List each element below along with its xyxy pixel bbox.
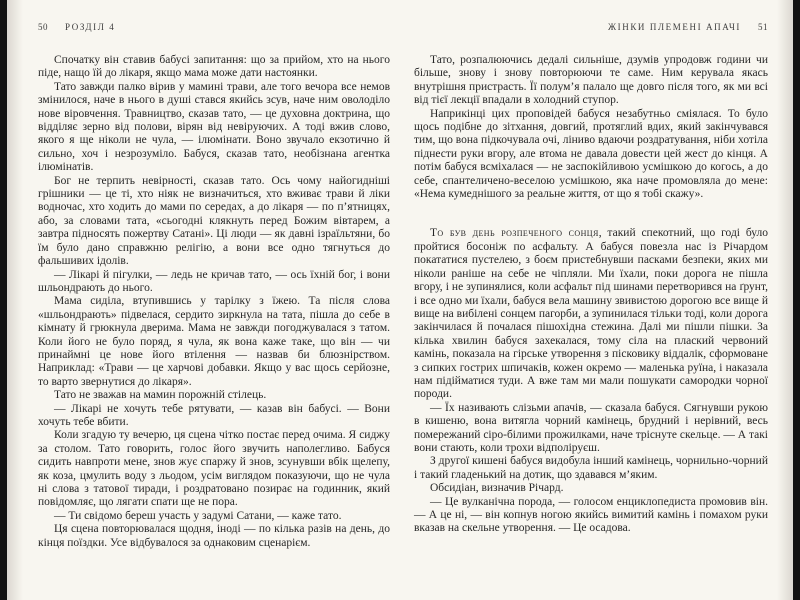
paragraph: — Це вулканічна порода, — голосом енциклопедиста промовив він. — А це ні, — він копнув ногою якийсь вимитий камінь і помахом руки вказав на скельне утворення. — Це осадова. (414, 495, 768, 535)
page-number-left: 50 (38, 22, 48, 32)
paragraph: Тато завжди палко вірив у мамині трави, але того вечора все немов змінилося, наче в нього в душі стався якийсь зсув, наче ним оволоділо нове віровчення. Травництво, сказав тато, — це духовна доктрина, що відділяє зерно від полови, вірян від невіруючих. А тоді вжив слово, якого я ще ніколи не чула, — ілюмінати. Воно звучало екзотично й сильно, хоч і незрозуміло. Бабуся, сказав тато, необізнана агентка ілюмінатів. (38, 80, 390, 174)
page-body-right (414, 54, 768, 536)
paragraph: Тато не зважав на мамин порожній стілець. (54, 389, 267, 402)
paragraph-section-opener (414, 227, 768, 401)
section-opener-rest: , такий спекотний, що годі було пройтися босоніж по асфальту. А бабуся повезла нас із Річардом покататися пустелею, з боєм пристебнувши пасками безпеки, яких ми ніколи раніше на себе не чіпляли. Ми їхали, поки дорога не пішла вгору, і не зупинялися, коли асфальт під шинами перетворився на ґрунт, і все одно ми їхали, бабуся вела машину звивистою дорогою все вище й вище на вибілені сонцем пагорби, а зупинилася тільки тоді, коли дорога закінчилася й почалася пішохідна стежина. Далі ми пішли пішки. За кілька хвилин бабуся захекалася, тому сіла на плаский червоний камінь, показала на гірське утворення з пісковику віддалік, сформоване з сипких гострих шпичаків, кожен окремо — маленька руїна, і наказала нам підійматися туди. А вже там ми мали пошукати самородки чорної породи. (414, 227, 768, 401)
paragraph: Спочатку він ставив бабусі запитання: що за прийом, хто на нього піде, нащо їй до лікаря, якщо мама може дати настоянки. (38, 54, 390, 80)
page-number-right: 51 (758, 22, 768, 32)
paragraph: — Ти свідомо береш участь у задумі Сатани, — каже тато. (54, 509, 342, 522)
page-right (414, 22, 768, 536)
page-curve-shadow-left (7, 0, 23, 600)
running-head-left (38, 22, 390, 34)
page-curve-shadow-right (777, 0, 793, 600)
paragraph: Ця сцена повторювалася щодня, іноді — по кілька разів на день, до кінця поїздки. Усе відбувалося за однаковим сценарієм. (38, 523, 390, 549)
chapter-title: РОЗДІЛ 4 (65, 22, 116, 32)
book-section-title: ЖІНКИ ПЛЕМЕНІ АПАЧІ (607, 22, 741, 32)
book-edge-right (793, 0, 800, 600)
book-edge-left (0, 0, 7, 600)
paragraph: — Лікарі не хочуть тебе рятувати, — казав він бабусі. — Вони хочуть тебе вбити. (38, 402, 390, 428)
section-opener-smallcaps: То був день розпеченого сонця (430, 227, 599, 240)
paragraph: Коли згадую ту вечерю, ця сцена чітко постає перед очима. Я сиджу за столом. Тато говорить, голос його звучить наполегливо. Бабуся сидить навпроти мене, знов жує спаржу й знов, зсунувши вбік щелепу, як коза, цмулить воду з льодом, усім виглядом показуючи, що не чула ні слова з татової тиради, і роздратовано позирає на годинник, який повідомляє, що лягати спати ще не пора. (38, 429, 390, 509)
paragraph: Обсидіан, визначив Річард. (430, 482, 564, 495)
paragraph: — Лікарі й пігулки, — ледь не кричав тато, — ось їхній бог, і вони шльондрають до нього. (38, 268, 390, 294)
paragraph: Бог не терпить невірності, сказав тато. Ось чому найогидніші грішники — це ті, хто ніяк не визначиться, хто вживає трави й ліки водночас, хто ходить до мами по середах, а до лікаря — по п’ятницях, або, за словами тата, «сьогодні клякнуть перед Божим вівтарем, а завтра підносять пожертву Сатані». Ці люди — як давні ізраїльтяни, бо їм було дано справжню релігію, а вони все одно тягнуться до фальшивих ідолів. (38, 174, 390, 268)
page-left (38, 22, 390, 550)
paragraph: — Їх називають слізьми апачів, — сказала бабуся. Сягнувши рукою в кишеню, вона витягла чорний камінець, брудний і нерівний, весь помережаний сіро-білими прожилками, наче тріснуте скельце. — А такі вони стають, коли трохи відполіруєш. (414, 401, 768, 454)
running-head-right (414, 22, 768, 34)
paragraph: Тато, розпалюючись дедалі сильніше, дзумів упродовж години чи більше, знову і знову повторюючи те саме. Ним керувала якась внутрішня пристрасть. Її полум’я палало ще довго після того, як ми всі від тієї лекції впадали в холодний ступор. (414, 54, 768, 107)
page-body-left (38, 54, 390, 550)
paragraph: З другої кишені бабуся видобула інший камінець, чорнильно-чорний і такий гладенький на дотик, що здавався м’яким. (414, 455, 768, 481)
paragraph: Наприкінці цих проповідей бабуся незабутньо сміялася. То було щось подібне до зітхання, довгий, протяглий вдих, який закінчувався тим, що вона підкочувала очі, ліниво вдаючи роздратування, ніби хотіла піднести руки вгору, але втома не давала довести цей жест до кінця. А потім бабуся всміхалася — не заспокійливою усмішкою до когось, а до себе, спантеличено-веселою усмішкою, яка наче промовляла до мене: «Нема кумеднішого за реальне життя, от що я тобі скажу». (414, 107, 768, 201)
paragraph: Мама сиділа, втупившись у тарілку з їжею. Та після слова «шльондрають» підвелася, сердито зиркнула на тата, пішла до себе в кімнату й грюкнула дверима. Мама не завжди погоджувалася з татом. Коли його не було поряд, я чула, як вона каже таке, що він — чи принаймні це нове його втілення — назвав би блюзнірством. Наприклад: «Трави — це харчові добавки. Якщо у вас щось серйозне, то варто звернутися до лікаря». (38, 295, 390, 388)
